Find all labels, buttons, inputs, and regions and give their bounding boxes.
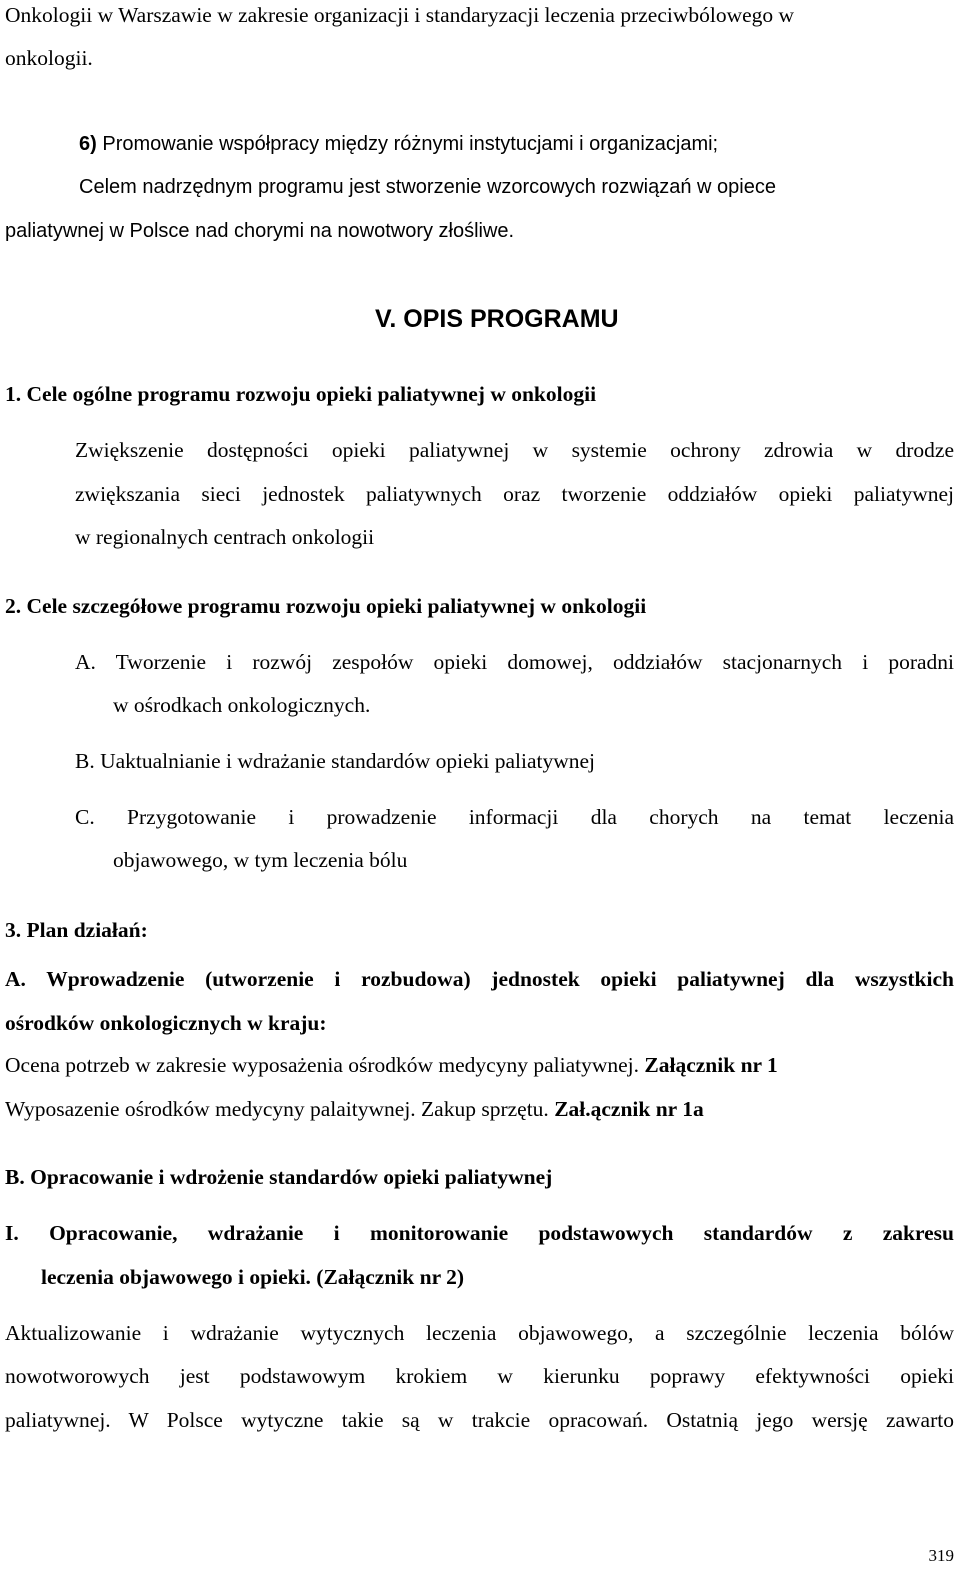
s3-a-heading-line-2: ośrodków onkologicznych w kraju: [5, 1011, 327, 1035]
s1-paragraph-line-1: Zwiększenie dostępności opieki paliatywnej w systemie ochrony zdrowia w drodze [75, 438, 954, 462]
item-6-text: Promowanie współpracy między różnymi instytucjami i organizacjami; [96, 133, 719, 155]
s2-item-a-line-1: A. Tworzenie i rozwój zespołów opieki domowej, oddziałów stacjonarnych i poradni [75, 650, 954, 674]
s3-a-heading-line-1: A. Wprowadzenie (utworzenie i rozbudowa) jednostek opieki paliatywnej dla wszystkich [5, 967, 954, 991]
wyposazenie-line [5, 1096, 704, 1122]
s3-paragraph-line-1: Aktualizowanie i wdrażanie wytycznych leczenia objawowego, a szczególnie leczenia bólów [5, 1321, 954, 1345]
goal-line-2: paliatywnej w Polsce nad chorymi na nowotwory złośliwe. [5, 220, 515, 242]
s3-i-heading-line-1: I. Opracowanie, wdrażanie i monitorowanie podstawowych standardów z zakresu [5, 1221, 954, 1245]
attachment-1-ref: Załącznik nr 1 [644, 1053, 778, 1077]
goal-line-1: Celem nadrzędnym programu jest stworzenie wzorcowych rozwiązań w opiece [79, 176, 776, 198]
page-number: 319 [928, 1546, 954, 1565]
attachment-1a-ref: Zał.ącznik nr 1a [554, 1097, 704, 1121]
s3-paragraph-line-2: nowotworowych jest podstawowym krokiem w kierunku poprawy efektywności opieki [5, 1364, 954, 1388]
s2-item-a-line-2: w ośrodkach onkologicznych. [113, 693, 371, 717]
ocena-line [5, 1052, 778, 1078]
intro-line-2: onkologii. [5, 46, 93, 70]
s2-item-c-line-1: C. Przygotowanie i prowadzenie informacji dla chorych na temat leczenia [75, 805, 954, 829]
s3-i-heading-line-2: leczenia objawowego i opieki. (Załącznik nr 2) [41, 1265, 465, 1289]
ocena-text: Ocena potrzeb w zakresie wyposażenia ośrodków medycyny paliatywnej. [5, 1053, 645, 1077]
wyposazenie-text: Wyposazenie ośrodków medycyny palaitywnej. Zakup sprzętu. [5, 1097, 555, 1121]
s1-paragraph-line-2: zwiększania sieci jednostek paliatywnych oraz tworzenie oddziałów opieki paliatywnej [75, 482, 954, 506]
s1-paragraph-line-3: w regionalnych centrach onkologii [75, 525, 375, 549]
s3-paragraph-line-3: paliatywnej. W Polsce wytyczne takie są w trakcie opracowań. Ostatnią jego wersję zawarto [5, 1408, 954, 1432]
s2-item-c-line-2: objawowego, w tym leczenia bólu [113, 848, 408, 872]
item-6-number: 6) [79, 133, 97, 155]
s3-b-heading: B. Opracowanie i wdrożenie standardów opieki paliatywnej [5, 1165, 553, 1189]
s2-heading: 2. Cele szczegółowe programu rozwoju opieki paliatywnej w onkologii [5, 594, 647, 618]
s2-item-b: B. Uaktualnianie i wdrażanie standardów opieki paliatywnej [75, 749, 596, 773]
section-heading: V. OPIS PROGRAMU [375, 305, 619, 333]
s1-heading: 1. Cele ogólne programu rozwoju opieki paliatywnej w onkologii [5, 382, 597, 406]
s3-heading: 3. Plan działań: [5, 918, 148, 942]
intro-line-1: Onkologii w Warszawie w zakresie organizacji i standaryzacji leczenia przeciwbólowego w [5, 3, 795, 27]
item-6 [79, 131, 718, 157]
